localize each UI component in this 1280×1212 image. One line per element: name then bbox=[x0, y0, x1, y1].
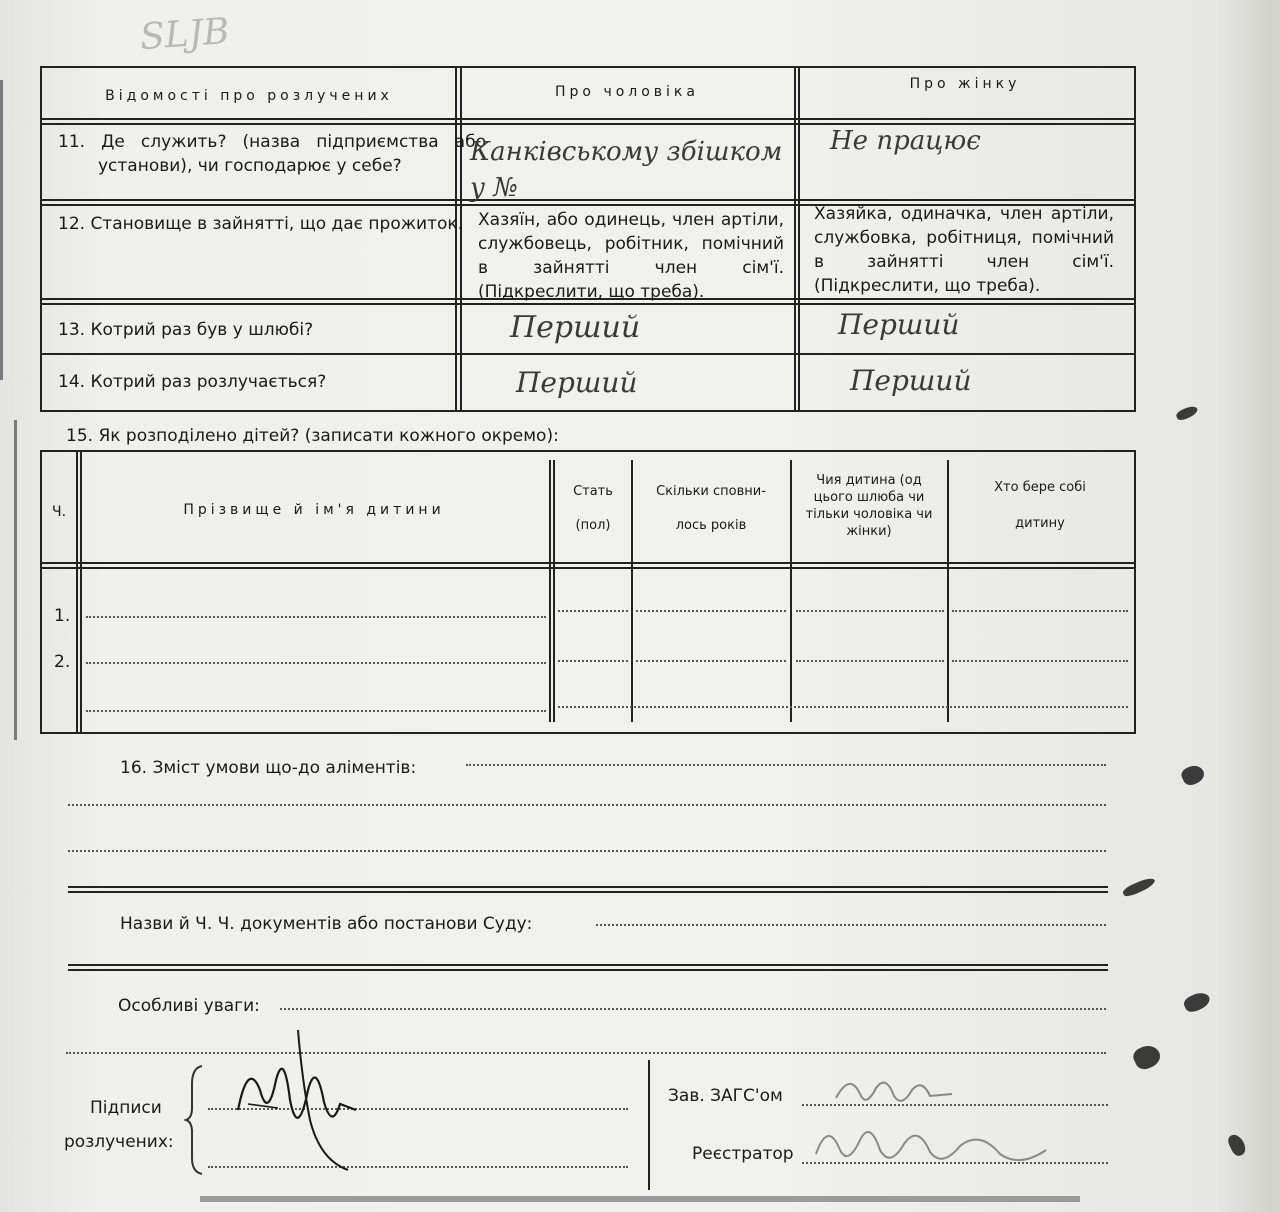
header-about-wife: Про жінку bbox=[909, 76, 1021, 92]
damage-mark bbox=[1182, 989, 1212, 1014]
special-remarks-label: Особливі уваги: bbox=[118, 996, 260, 1016]
child-1-age-line[interactable] bbox=[636, 610, 786, 612]
registrar-label: Реєстратор bbox=[692, 1144, 794, 1164]
page-edge bbox=[1272, 0, 1280, 1212]
children-header-sex-line2: (пол) bbox=[575, 518, 611, 533]
child-1-sex-line[interactable] bbox=[558, 610, 628, 612]
child-2-who-takes-line[interactable] bbox=[952, 660, 1128, 662]
damage-mark bbox=[1179, 762, 1207, 788]
binder-mark bbox=[0, 80, 3, 380]
wife-marriage-count-handwriting: Перший bbox=[838, 308, 960, 341]
children-header-whose-child: Чия дитина (од цього шлюба чи тільки чоловіка чи жінки) bbox=[805, 473, 933, 539]
children-header-number: Ч. bbox=[52, 504, 67, 520]
question-12-label: 12. Становище в зайнятті, що дає прожиток. bbox=[58, 214, 464, 234]
damage-mark bbox=[1121, 875, 1156, 898]
child-3-name-line[interactable] bbox=[86, 710, 546, 712]
section-separator bbox=[68, 964, 1108, 966]
wife-occupation-options: Хазяйка, одиначка, член артіли, службовка, робітниця, помічний в зайнятті член сім'ї. (Підкреслити, що треба). bbox=[814, 204, 1114, 296]
header-about-husband: Про чоловіка bbox=[555, 84, 699, 100]
children-header-who-takes-line2: дитину bbox=[1015, 516, 1065, 531]
registrar-signature bbox=[810, 1110, 1070, 1176]
margin-note: SLJB bbox=[138, 10, 231, 59]
husband-occupation-options: Хазяїн, або одинець, член артіли, службовець, робітник, помічний в зайнятті член сім'ї. (Підкреслити, що треба). bbox=[478, 210, 784, 302]
court-documents-label: Назви й Ч. Ч. документів або постанови Суду: bbox=[120, 914, 533, 934]
husband-workplace-handwriting: Канківському збішкому № bbox=[470, 137, 783, 203]
question-14-label: 14. Котрий раз розлучається? bbox=[58, 372, 327, 392]
alimony-label: 16. Зміст умови що-до аліментів: bbox=[120, 758, 417, 778]
special-remarks-entry-line-2[interactable] bbox=[66, 1052, 1106, 1054]
header-divorcee-info: Відомості про розлучених bbox=[105, 88, 393, 104]
zags-head-label: Зав. ЗАГС'ом bbox=[668, 1086, 783, 1106]
wife-workplace-handwriting: Не працює bbox=[830, 126, 981, 156]
question-13-label: 13. Котрий раз був у шлюбі? bbox=[58, 320, 314, 340]
children-header-age-line2: лось років bbox=[675, 518, 747, 533]
child-2-age-line[interactable] bbox=[636, 660, 786, 662]
husband-marriage-count-handwriting: Перший bbox=[510, 310, 641, 345]
husband-divorce-count-handwriting: Перший bbox=[516, 366, 638, 399]
alimony-entry-line-2[interactable] bbox=[68, 804, 1106, 806]
child-2-name-line[interactable] bbox=[86, 662, 546, 664]
children-section-title: 15. Як розподілено дітей? (записати кожного окремо): bbox=[66, 426, 559, 446]
child-2-sex-line[interactable] bbox=[558, 660, 628, 662]
damage-mark bbox=[1131, 1042, 1164, 1073]
damage-mark bbox=[1175, 404, 1199, 422]
child-1-whose-line[interactable] bbox=[796, 610, 944, 612]
question-11-label: 11. Де служить? (назва підприємства або установи), чи господарює у себе? bbox=[58, 132, 486, 176]
page-bottom-edge bbox=[200, 1196, 1080, 1202]
child-row-number-2: 2. bbox=[54, 652, 71, 672]
child-1-name-line[interactable] bbox=[86, 616, 546, 618]
alimony-entry-line-3[interactable] bbox=[68, 850, 1106, 852]
binder-mark bbox=[14, 420, 17, 740]
brace-icon bbox=[184, 1064, 208, 1176]
zags-head-signature bbox=[830, 1068, 960, 1112]
damage-mark bbox=[1226, 1132, 1248, 1158]
children-header-name: Прізвище й ім'я дитини bbox=[183, 502, 445, 518]
section-separator bbox=[68, 886, 1108, 888]
divorcee-signature bbox=[228, 1020, 378, 1180]
alimony-entry-line-1[interactable] bbox=[466, 764, 1106, 766]
signature-divider bbox=[648, 1060, 650, 1190]
child-1-who-takes-line[interactable] bbox=[952, 610, 1128, 612]
signatures-label-line2: розлучених: bbox=[64, 1132, 174, 1152]
child-2-whose-line[interactable] bbox=[796, 660, 944, 662]
wife-divorce-count-handwriting: Перший bbox=[850, 364, 972, 397]
court-documents-entry-line-1[interactable] bbox=[596, 924, 1106, 926]
special-remarks-entry-line-1[interactable] bbox=[280, 1008, 1106, 1010]
children-header-age-line1: Скільки сповни- bbox=[656, 484, 766, 499]
children-header-who-takes-line1: Хто бере собі bbox=[994, 480, 1086, 495]
child-3-details-line[interactable] bbox=[558, 706, 1128, 708]
children-header-sex-line1: Стать bbox=[573, 484, 613, 499]
signatures-label-line1: Підписи bbox=[90, 1098, 162, 1118]
child-row-number-1: 1. bbox=[54, 606, 71, 626]
